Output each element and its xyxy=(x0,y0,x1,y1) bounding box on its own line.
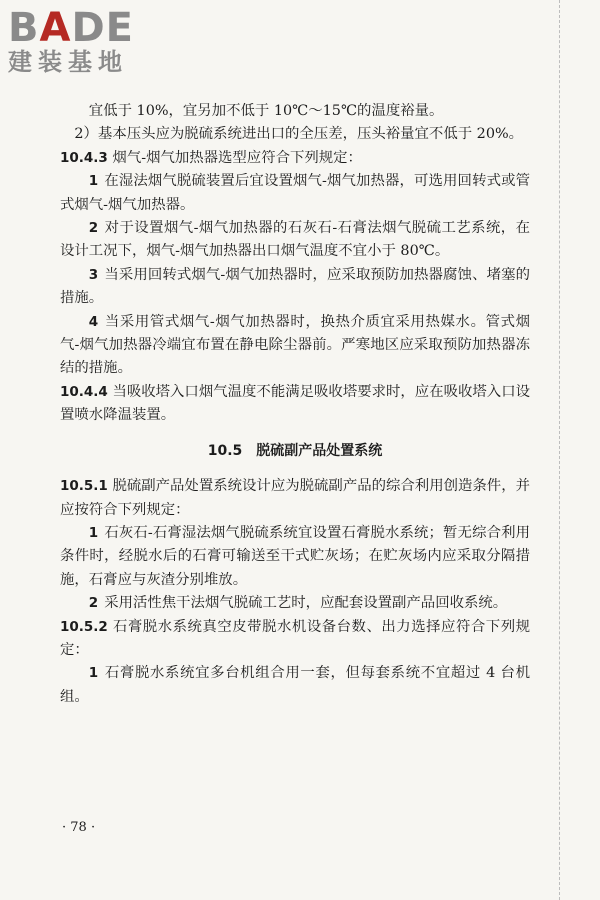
item-text: 当采用管式烟气-烟气加热器时，换热介质宜采用热媒水。管式烟气-烟气加热器冷端宜布置在静电除尘器前。严寒地区应采取预防加热器冻结的措施。 xyxy=(60,313,530,377)
clause-10-4-4 xyxy=(60,381,530,428)
logo-letter-a: A xyxy=(39,5,72,51)
logo-subtitle: 建装基地 xyxy=(8,48,128,76)
clause-item xyxy=(60,522,530,592)
logo-wordmark xyxy=(8,6,178,50)
item-number: 1 xyxy=(88,524,99,541)
item-number: 4 xyxy=(88,313,99,330)
page-edge-rule xyxy=(559,0,560,900)
logo-letters-de: DE xyxy=(71,5,134,51)
clause-10-5-2 xyxy=(60,616,530,663)
item-text: 在湿法烟气脱硫装置后宜设置烟气-烟气加热器，可选用回转式或管式烟气-烟气加热器。 xyxy=(60,173,530,213)
clause-item xyxy=(60,264,530,311)
clause-10-4-3 xyxy=(60,147,530,170)
clause-item xyxy=(60,217,530,264)
clause-item xyxy=(60,170,530,217)
clause-number: 10.5.1 xyxy=(60,478,108,495)
item-number: 1 xyxy=(88,665,99,682)
sub-item-2: 2）基本压头应为脱硫系统进出口的全压差，压头裕量宜不低于 20%。 xyxy=(74,126,524,143)
item-number: 1 xyxy=(88,173,99,190)
continuation-line: 宜低于 10%，宜另加不低于 10℃～15℃的温度裕量。 xyxy=(88,103,444,119)
page-number: · 78 · xyxy=(62,820,96,835)
clause-item xyxy=(60,592,530,615)
clause-text: 烟气-烟气加热器选型应符合下列规定： xyxy=(112,149,362,166)
clause-text: 石膏脱水系统真空皮带脱水机设备台数、出力选择应符合下列规定： xyxy=(60,618,530,658)
clause-number: 10.4.3 xyxy=(60,149,108,166)
clause-number: 10.4.4 xyxy=(60,383,108,400)
item-text: 当采用回转式烟气-烟气加热器时，应采取预防加热器腐蚀、堵塞的措施。 xyxy=(60,266,530,307)
brand-logo xyxy=(8,6,178,76)
section-heading: 10.5 脱硫副产品处置系统 xyxy=(207,442,383,459)
item-number: 2 xyxy=(88,220,99,237)
item-text: 石膏脱水系统宜多台机组合用一套，但每套系统不宜超过 4 台机组。 xyxy=(60,665,530,705)
item-number: 2 xyxy=(88,595,99,612)
clause-10-5-1 xyxy=(60,475,530,522)
item-text: 对于设置烟气-烟气加热器的石灰石-石膏法烟气脱硫工艺系统，在设计工况下，烟气-烟气加热器出口烟气温度不宜小于 80℃。 xyxy=(60,220,530,260)
item-text: 采用活性焦干法烟气脱硫工艺时，应配套设置副产品回收系统。 xyxy=(104,595,508,612)
document-page xyxy=(60,100,530,709)
item-number: 3 xyxy=(88,266,99,283)
clause-number: 10.5.2 xyxy=(60,618,108,635)
clause-text: 当吸收塔入口烟气温度不能满足吸收塔要求时，应在吸收塔入口设置喷水降温装置。 xyxy=(60,383,530,424)
clause-text: 脱硫副产品处置系统设计应为脱硫副产品的综合利用创造条件，并应按符合下列规定： xyxy=(60,478,530,518)
clause-item xyxy=(60,662,530,709)
logo-letter-b: B xyxy=(8,5,40,51)
clause-item xyxy=(60,311,530,381)
item-text: 石灰石-石膏湿法烟气脱硫系统宜设置石膏脱水系统；暂无综合利用条件时，经脱水后的石膏可输送至干式贮灰场；在贮灰场内应采取分隔措施，石膏应与灰渣分别堆放。 xyxy=(60,524,530,588)
